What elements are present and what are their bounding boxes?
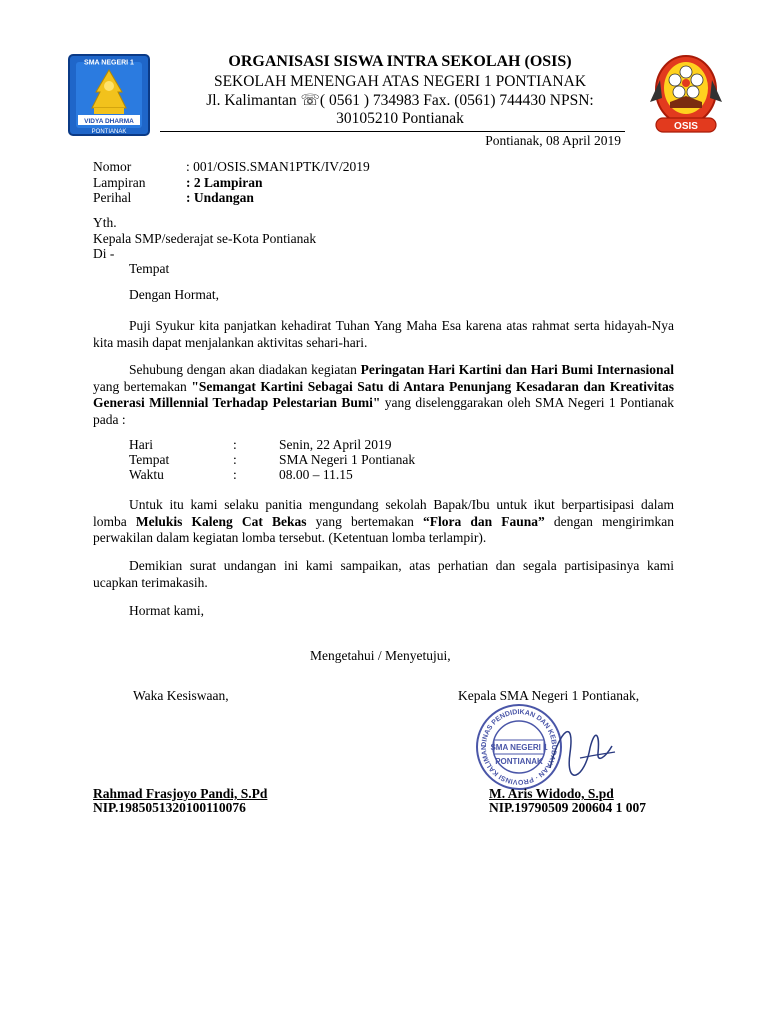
letter-date: Pontianak, 08 April 2019 (485, 133, 621, 148)
meta-value-lampiran: : 2 Lampiran (186, 175, 263, 190)
school-name: SEKOLAH MENENGAH ATAS NEGERI 1 PONTIANAK (213, 73, 587, 90)
schedule-sep-hari: : (233, 437, 237, 452)
stamp-center-text-1: SMA NEGERI 1 (490, 743, 548, 752)
paragraph-event-text-1: Sehubung dengan akan diadakan kegiatan (129, 362, 361, 377)
schedule-sep-tempat: : (233, 452, 237, 467)
osis-logo (642, 50, 730, 138)
schedule-sep-waktu: : (233, 467, 237, 482)
school-logo (66, 52, 152, 138)
meta-label-perihal: Perihal (93, 190, 132, 205)
left-signer-title: Waka Kesiswaan, (133, 688, 229, 703)
org-title: ORGANISASI SISWA INTRA SEKOLAH (OSIS) (228, 53, 572, 70)
paragraph-event (93, 362, 674, 428)
osis-logo-text: OSIS (674, 121, 698, 132)
address-line-2: 30105210 Pontianak (336, 110, 464, 127)
greeting: Dengan Hormat, (129, 287, 219, 302)
meta-label-lampiran: Lampiran (93, 175, 146, 190)
schedule-label-tempat: Tempat (129, 452, 170, 467)
left-signer-name: Rahmad Frasjoyo Pandi, S.Pd (93, 786, 268, 801)
header-divider (160, 131, 625, 132)
stamp-ring-text: DINAS PENDIDIKAN DAN KEBUDAYAAN · PROVINSI KALIMAN (480, 708, 558, 786)
school-logo-top-text: SMA NEGERI 1 (84, 59, 134, 67)
closing-regards: Hormat kami, (129, 603, 204, 618)
recipient-di: Di - (93, 246, 115, 261)
event-name: Peringatan Hari Kartini dan Hari Bumi Internasional (360, 362, 675, 377)
school-logo-motto: VIDYA DHARMA (84, 118, 134, 125)
right-signer-title: Kepala SMA Negeri 1 Pontianak, (458, 688, 640, 703)
school-logo-city: PONTIANAK (91, 129, 127, 135)
schedule-value-tempat: SMA Negeri 1 Pontianak (279, 452, 416, 467)
paragraph-event-text-2: yang bertemakan (93, 378, 192, 394)
paragraph-closing: Demikian surat undangan ini kami sampaikan, atas perhatian dan segala partisipasinya kami ucapkan terimakasih. (93, 558, 674, 590)
paragraph-competition-text-2: yang bertemakan (306, 513, 424, 529)
recipient-salutation: Yth. (93, 215, 117, 230)
right-signer-nip: NIP.19790509 200604 1 007 (489, 800, 647, 815)
paragraph-competition-text-3: dengan mengirimkan perwakilan dalam kegiatan lomba tersebut. (Ketentuan lomba terlampir). (93, 513, 674, 545)
competition-theme: “Flora dan Fauna” (423, 513, 545, 529)
handwritten-signature (540, 708, 620, 788)
address-line-1: Jl. Kalimantan ☏( 0561 ) 734983 Fax. (0561) 744430 NPSN: (206, 92, 594, 109)
stamp-center-text-2: PONTIANAK (495, 757, 543, 766)
paragraph-opening: Puji Syukur kita panjatkan kehadirat Tuhan Yang Maha Esa karena atas rahmat serta hidayah-Nya kita masih dapat menjalankan aktivitas sehari-hari. (93, 318, 674, 350)
competition-name: Melukis Kaleng Cat Bekas (135, 513, 307, 529)
left-signer-nip: NIP.198505132010011007​6 (93, 800, 246, 815)
recipient-name: Kepala SMP/sederajat se-Kota Pontianak (93, 231, 317, 246)
meta-value-nomor: : 001/OSIS.SMAN1PTK/IV/2019 (186, 159, 370, 174)
paragraph-competition-text-1: Untuk itu kami selaku panitia mengundang sekolah Bapak/Ibu untuk ikut berpartisipasi dalam lomba (93, 497, 674, 529)
schedule-label-hari: Hari (129, 437, 153, 452)
paragraph-event-text-3: yang diselenggarakan oleh SMA Negeri 1 Pontianak pada : (93, 395, 674, 427)
event-theme: "Semangat Kartini Sebagai Satu di Antara Penunjang Kesadaran dan Kreativitas Generasi Millennial Terhadap Pelestarian Bumi" (93, 378, 674, 410)
paragraph-competition (93, 497, 674, 547)
right-signer-name: M. Aris Widodo, S.pd (489, 786, 614, 801)
schedule-value-waktu: 08.00 – 11.15 (279, 467, 353, 482)
recipient-tempat: Tempat (129, 261, 170, 276)
schedule-label-waktu: Waktu (129, 467, 164, 482)
approval-text: Mengetahui / Menyetujui, (310, 648, 451, 663)
schedule-value-hari: Senin, 22 April 2019 (279, 437, 392, 452)
meta-value-perihal: : Undangan (186, 190, 254, 205)
meta-label-nomor: Nomor (93, 159, 132, 174)
